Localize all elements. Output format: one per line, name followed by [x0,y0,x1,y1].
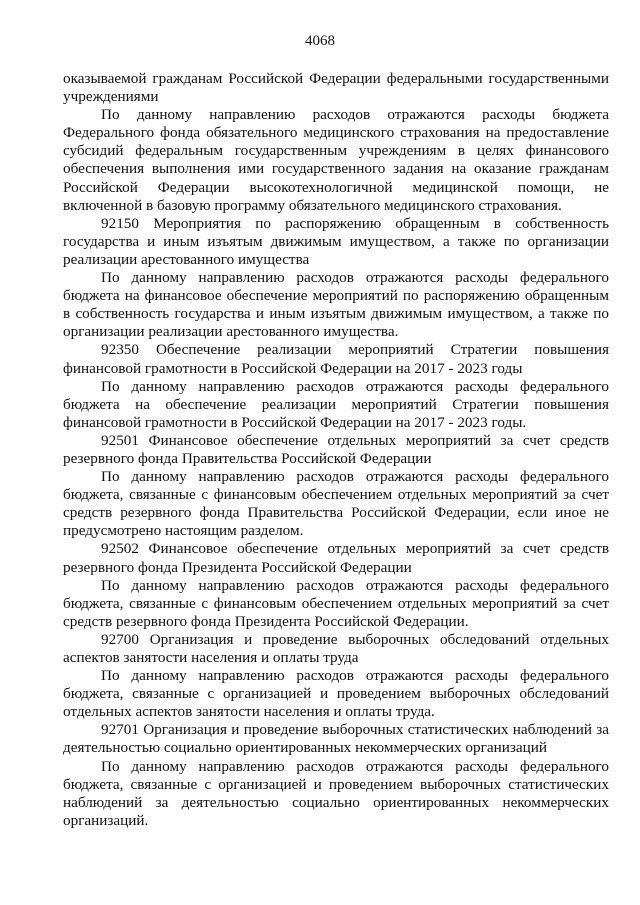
page-number: 4068 [305,33,335,49]
continuation-paragraph: оказываемой гражданам Российской Федерации федеральными государственными учреждениями [63,70,609,106]
expense-description-paragraph: По данному направлению расходов отражаются расходы федерального бюджета, связанные с организацией и проведением выборочных обследований отдельных аспектов занятости населения и оплаты труда. [63,667,609,721]
expense-code-heading-92502: 92502 Финансовое обеспечение отдельных мероприятий за счет средств резервного фонда Президента Российской Федерации [63,540,609,576]
expense-description-paragraph: По данному направлению расходов отражаются расходы федерального бюджета на финансовое обеспечение мероприятий по распоряжению обращенным в собственность государства и иным изъятым движимым имуществом, а также по организации реализации арестованного имущества. [63,269,609,341]
expense-description-paragraph: По данному направлению расходов отражаются расходы федерального бюджета, связанные с финансовым обеспечением отдельных мероприятий за счет средств резервного фонда Правительства Российской Федерации, если иное не предусмотрено настоящим разделом. [63,468,609,540]
expense-description-paragraph: По данному направлению расходов отражаются расходы бюджета Федерального фонда обязательного медицинского страхования на предоставление субсидий федеральным государственным учреждениям в целях финансового обеспечения выполнения ими государственного задания на оказание гражданам Российской Федерации высокотехнологичной медицинской помощи, не включенной в базовую программу обязательного медицинского страхования. [63,106,609,214]
expense-code-heading-92150: 92150 Мероприятия по распоряжению обращенным в собственность государства и иным изъятым движимым имуществом, а также по организации реализации арестованного имущества [63,214,609,268]
expense-code-heading-92501: 92501 Финансовое обеспечение отдельных мероприятий за счет средств резервного фонда Правительства Российской Федерации [63,431,609,467]
document-body [63,70,609,830]
expense-code-heading-92350: 92350 Обеспечение реализации мероприятий Стратегии повышения финансовой грамотности в Российской Федерации на 2017 - 2023 годы [63,341,609,377]
expense-description-paragraph: По данному направлению расходов отражаются расходы федерального бюджета, связанные с финансовым обеспечением отдельных мероприятий за счет средств резервного фонда Президента Российской Федерации. [63,576,609,630]
expense-description-paragraph: По данному направлению расходов отражаются расходы федерального бюджета, связанные с организацией и проведением выборочных статистических наблюдений за деятельностью социально ориентированных некоммерческих организаций. [63,757,609,829]
expense-code-heading-92700: 92700 Организация и проведение выборочных обследований отдельных аспектов занятости населения и оплаты труда [63,630,609,666]
expense-code-heading-92701: 92701 Организация и проведение выборочных статистических наблюдений за деятельностью социально ориентированных некоммерческих организаций [63,721,609,757]
expense-description-paragraph: По данному направлению расходов отражаются расходы федерального бюджета на обеспечение реализации мероприятий Стратегии повышения финансовой грамотности в Российской Федерации на 2017 - 2023 годы. [63,377,609,431]
